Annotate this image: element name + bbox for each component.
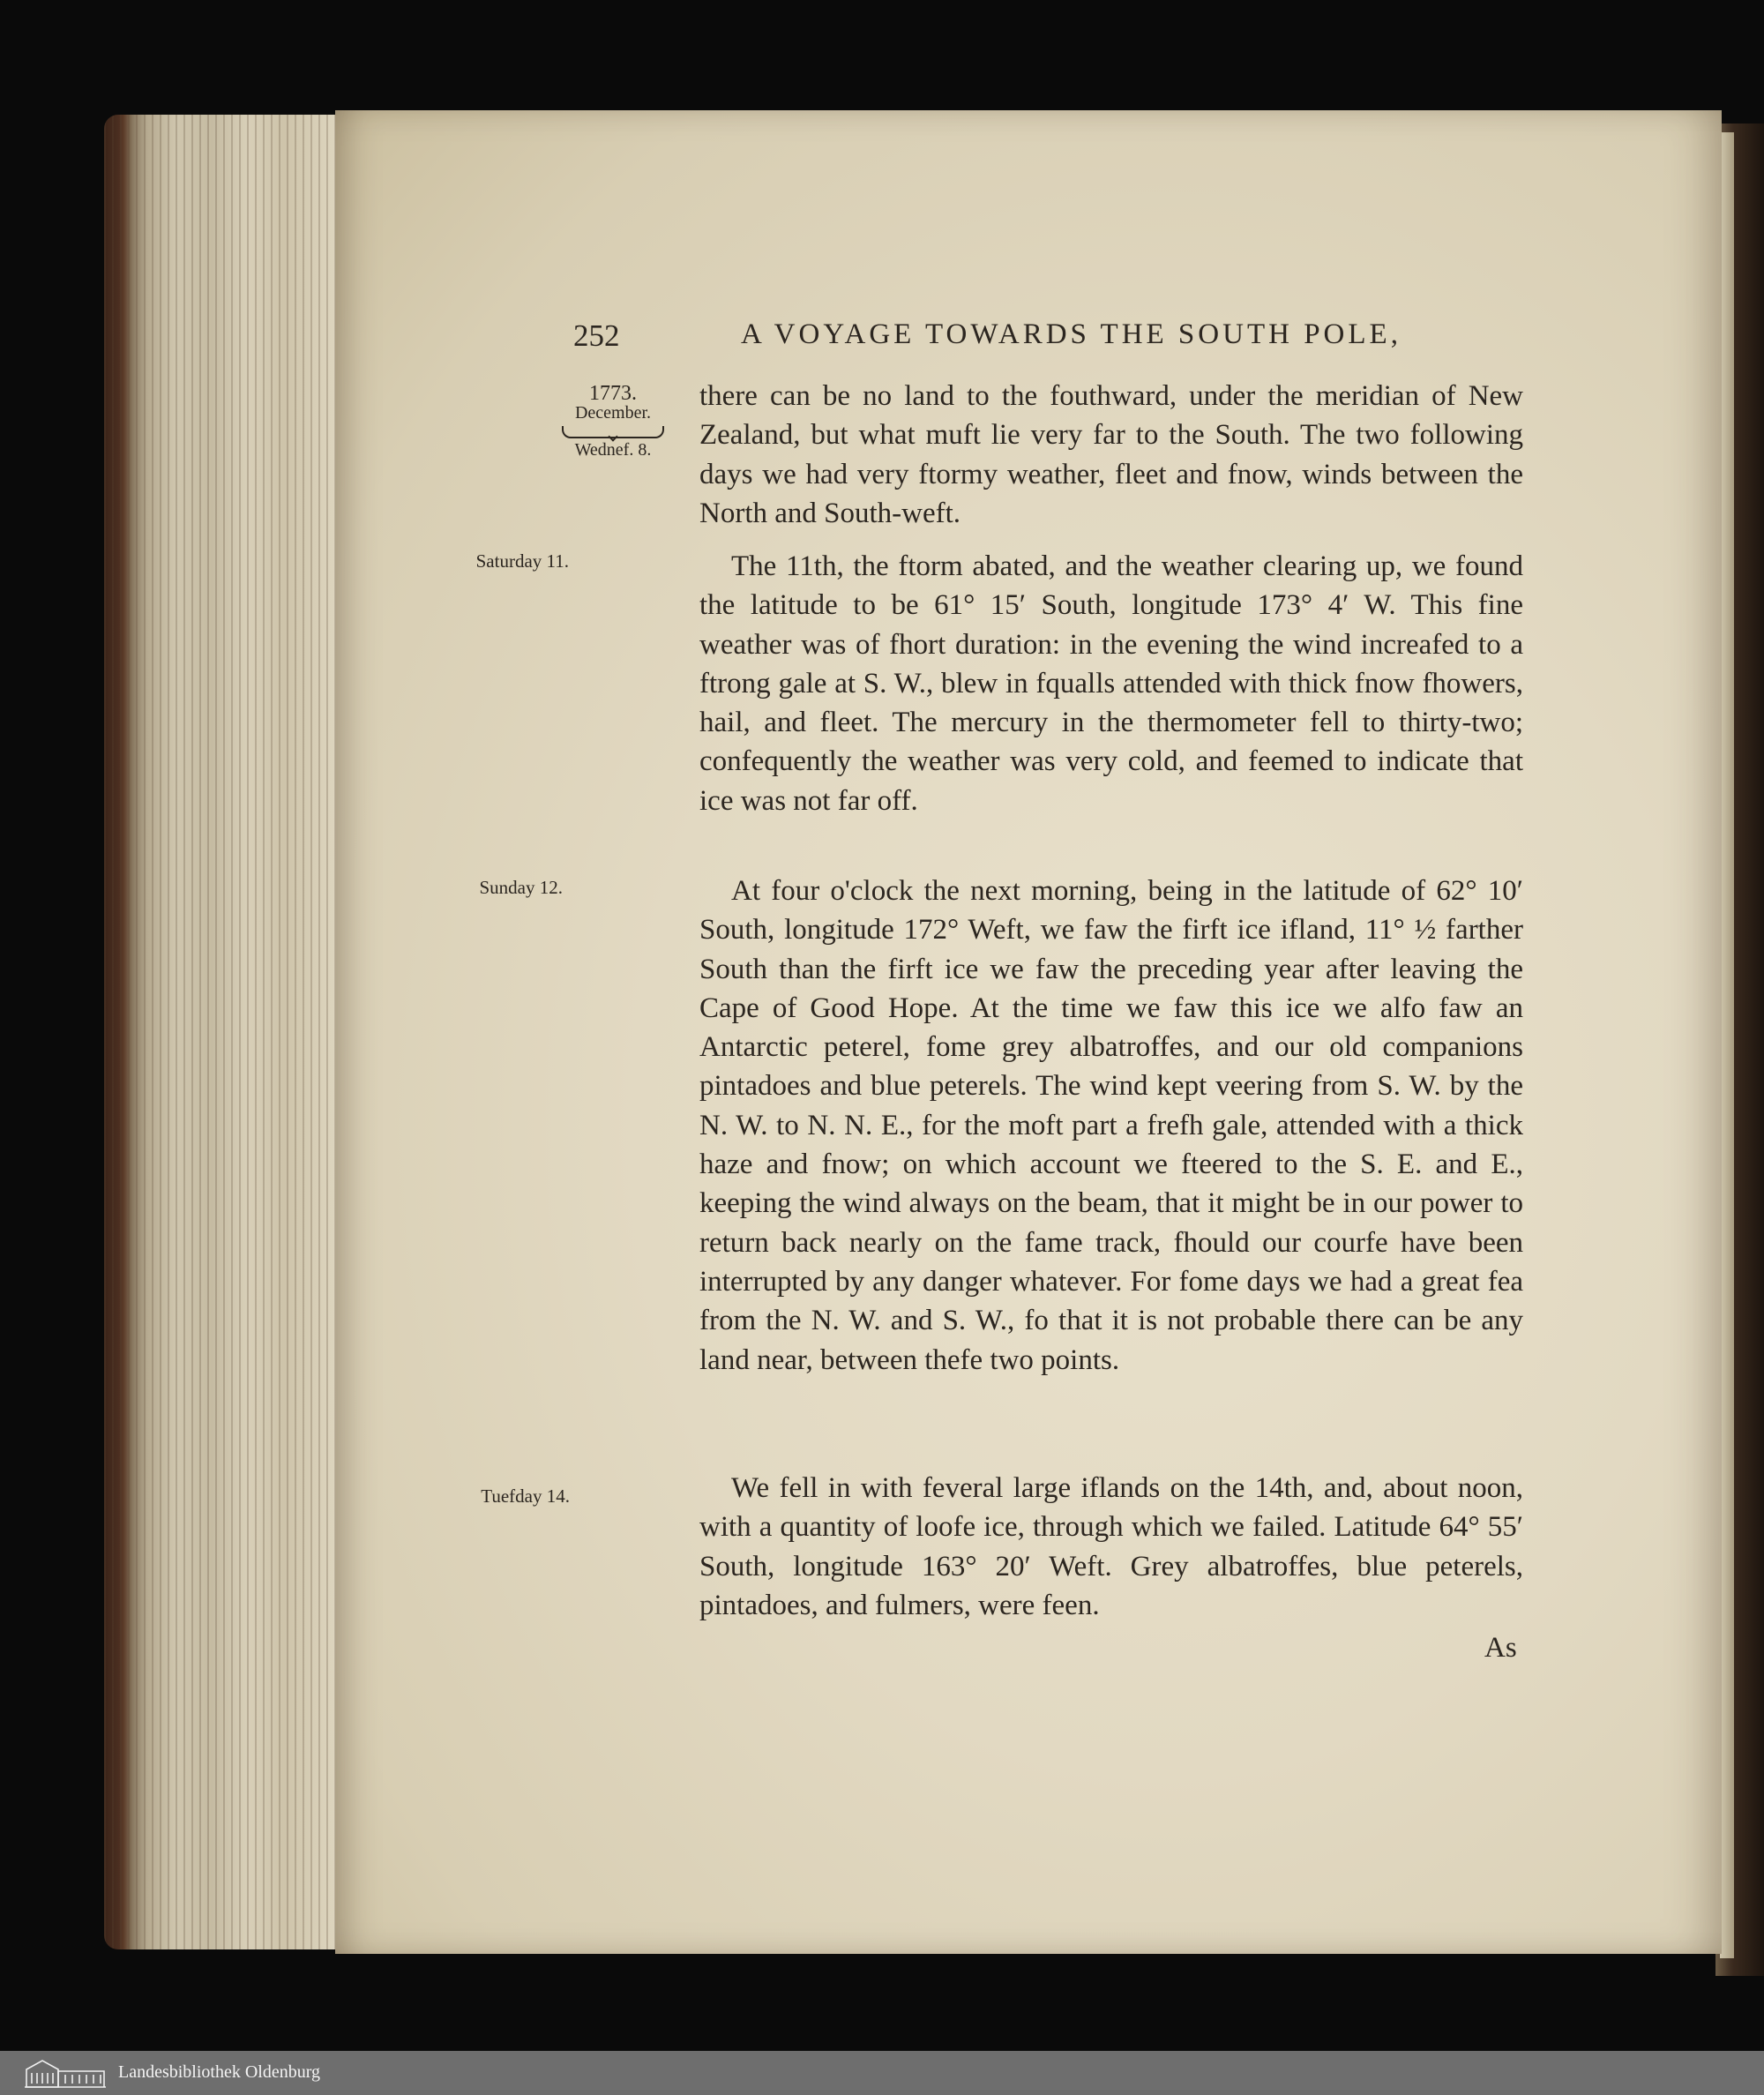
catchword: As: [1484, 1632, 1517, 1664]
facing-page-edge: [1720, 132, 1734, 1958]
margin-day-sunday: Sunday 12.: [479, 877, 563, 898]
library-building-icon: [23, 2057, 108, 2089]
paragraph-december-11: The 11th, the ftorm abated, and the weather clearing up, we found the latitude to be 61° 15′ South, longitude 173° 4′ W. This fine weather was of fhort duration: in the evening the wind increafed to a ftrong gale at S. W., blew in fqualls attended with thick fnow fhowers, hail, and fleet. The mercury in the thermometer fell to thirty-two; confequently the weather was very cold, and feemed to indicate that ice was not far off.: [699, 550, 1523, 817]
library-footer-bar: [0, 2051, 1764, 2095]
paragraph-december-12: At four o'clock the next morning, being in the latitude of 62° 10′ South, longitude 172° Weft, we faw the firft ice ifland, 11° ½ farther South than the firft ice we faw the preceding year after leaving the Cape of Good Hope. At the time we faw this ice we alfo faw an Antarctic peterel, fome grey albatroffes, and our old companions pintadoes and blue peterels. The wind kept veering from S. W. by the N. W. to N. N. E., for the moft part a frefh gale, attended with a thick haze and fnow; on which account we fteered to the S. E. and E., keeping the wind always on the beam, that it might be in our power to return back nearly on the fame track, fhould our courfe have been interrupted by any danger whatever. For fome days we had a great fea from the N. W. and S. W., fo that it is not probable there can be any land near, between thefe two points.: [699, 875, 1523, 1376]
book-page-edges: [104, 115, 344, 1949]
running-head: [335, 311, 1722, 364]
margin-day-wednesday: Wednef. 8.: [574, 440, 652, 460]
brace-icon: [562, 426, 664, 438]
margin-month: December.: [574, 403, 652, 423]
page-header-title: A VOYAGE TOWARDS THE SOUTH POLE,: [741, 318, 1401, 350]
margin-day-tuesday: Tuefday 14.: [481, 1485, 570, 1507]
margin-year: 1773.: [589, 382, 637, 405]
library-name: Landesbibliothek Oldenburg: [118, 2062, 321, 2082]
paragraph-december-14: We fell in with feveral large iflands on the 14th, and, about noon, with a quantity of loofe ice, through which we failed. Latitude 64° 55′ South, longitude 163° 20′ Weft. Grey albatroffes, blue peterels, pintadoes, and fulmers, were feen.: [699, 1472, 1523, 1621]
paragraph-continuation: there can be no land to the fouthward, under the meridian of New Zealand, but what muft lie very far to the South. The two following days we had very ftormy weather, fleet and fnow, winds between the North and South-weft.: [699, 380, 1523, 529]
page-number: 252: [573, 318, 620, 353]
margin-date-december: [551, 384, 675, 460]
margin-day-saturday: Saturday 11.: [475, 550, 569, 572]
